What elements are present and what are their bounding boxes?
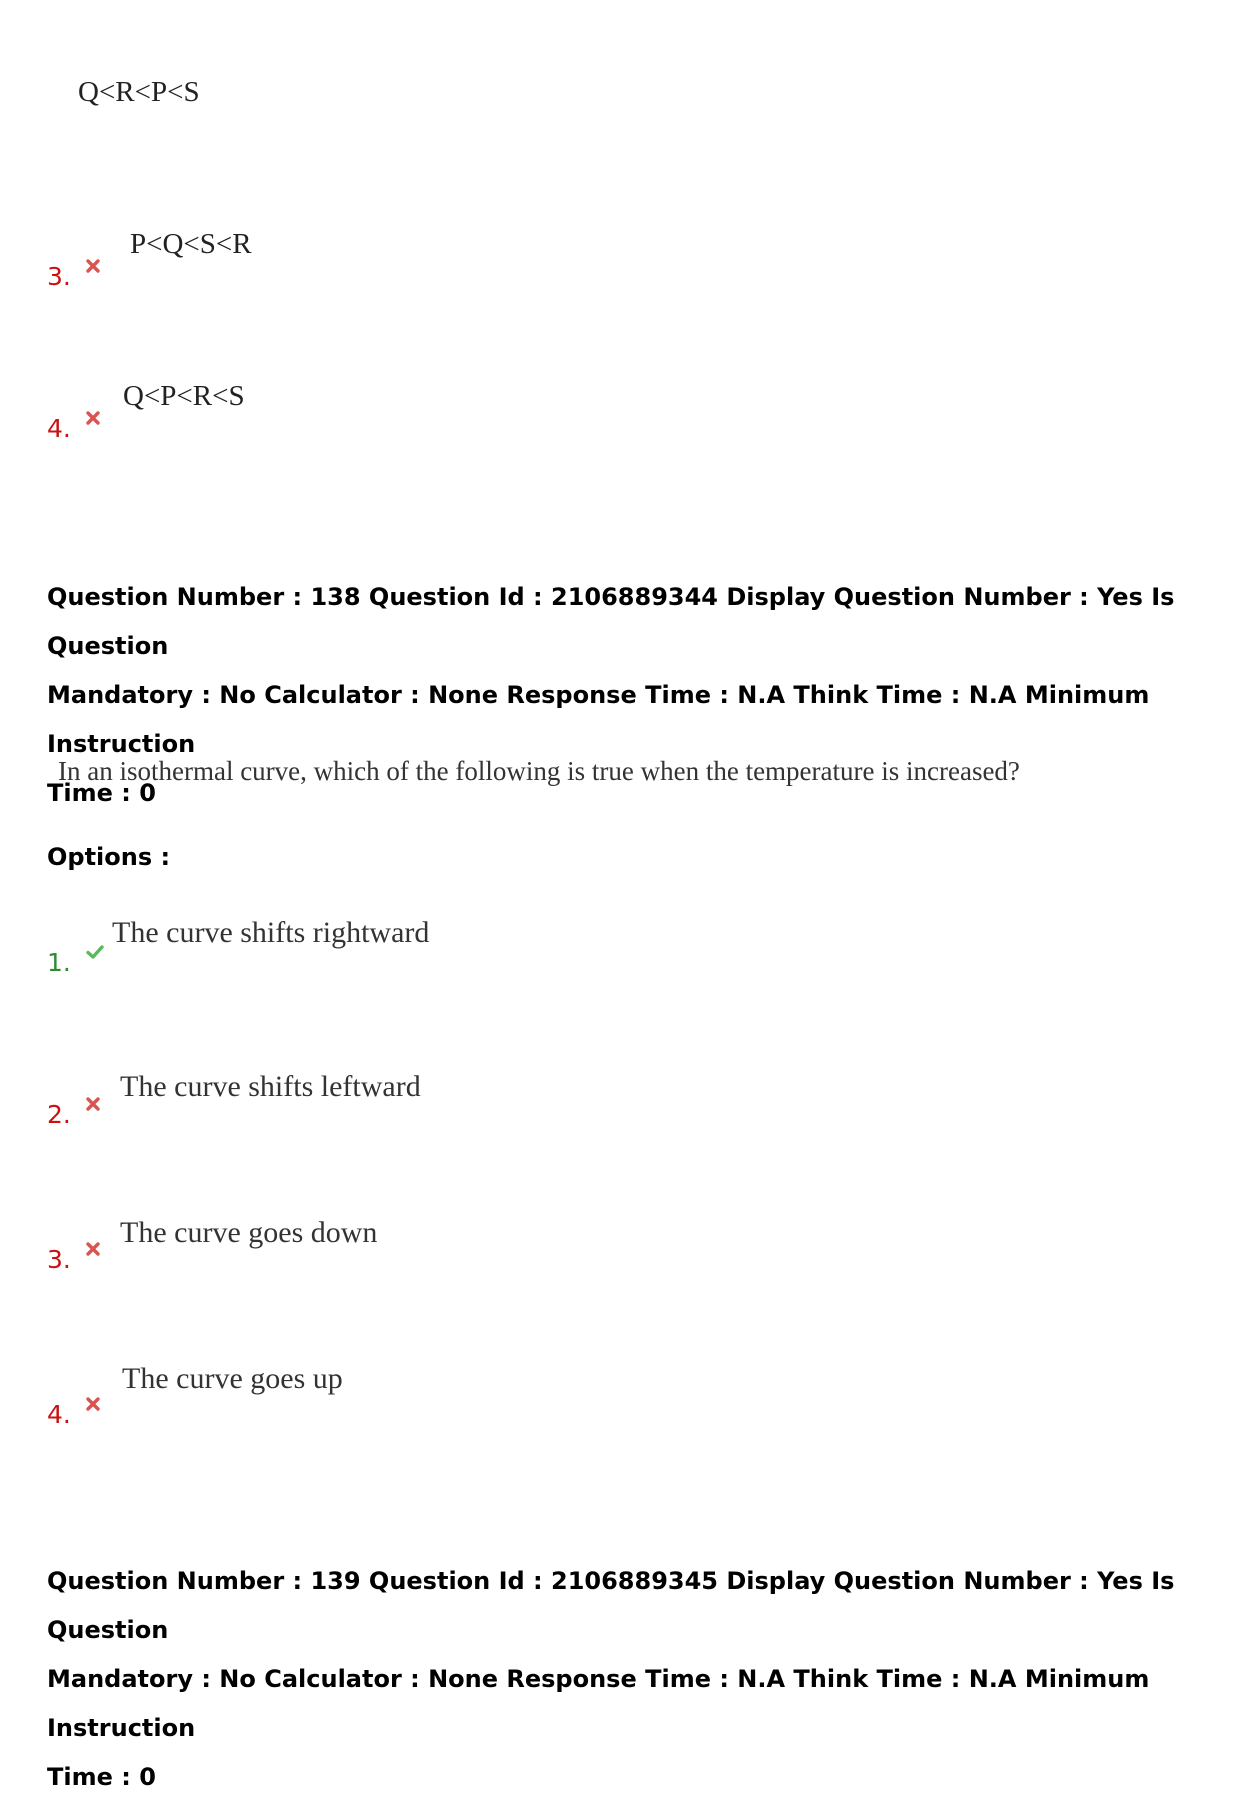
- cross-icon: [85, 410, 101, 426]
- cross-icon: [85, 1396, 101, 1412]
- option-image-text: The curve goes down: [120, 1216, 378, 1249]
- option-image-text: The curve shifts leftward: [120, 1070, 421, 1103]
- question-meta: Question Number : 138 Question Id : 2106889344 Display Question Number : Yes Is Question Mandatory : No Calculator : None Response Time : N.A Think Time : N.A Minimum Instruction Time : 0: [47, 583, 1175, 807]
- option-number: 3.: [47, 1245, 101, 1275]
- option-image-text: The curve shifts rightward: [112, 916, 430, 949]
- option-number: 1.: [47, 948, 105, 978]
- options-label: Options :: [47, 843, 171, 871]
- question-meta: Question Number : 139 Question Id : 2106889345 Display Question Number : Yes Is Question Mandatory : No Calculator : None Response Time : N.A Think Time : N.A Minimum Instruction Time : 0: [47, 1567, 1175, 1791]
- option-image-text: The curve goes up: [122, 1362, 343, 1395]
- option-image-text: P<Q<S<R: [130, 228, 252, 260]
- cross-icon: [85, 1241, 101, 1257]
- option-image-text: Q<P<R<S: [123, 380, 245, 412]
- cross-icon: [85, 258, 101, 274]
- checkmark-icon: [85, 944, 105, 960]
- option-number: 2.: [47, 1100, 101, 1130]
- option-image-text: Q<R<P<S: [78, 76, 200, 108]
- option-number: 4.: [47, 1400, 101, 1430]
- option-number: 3.: [47, 262, 101, 292]
- question-text: In an isothermal curve, which of the following is true when the temperature is increased?: [58, 756, 1020, 786]
- option-number: 4.: [47, 414, 101, 444]
- cross-icon: [85, 1096, 101, 1112]
